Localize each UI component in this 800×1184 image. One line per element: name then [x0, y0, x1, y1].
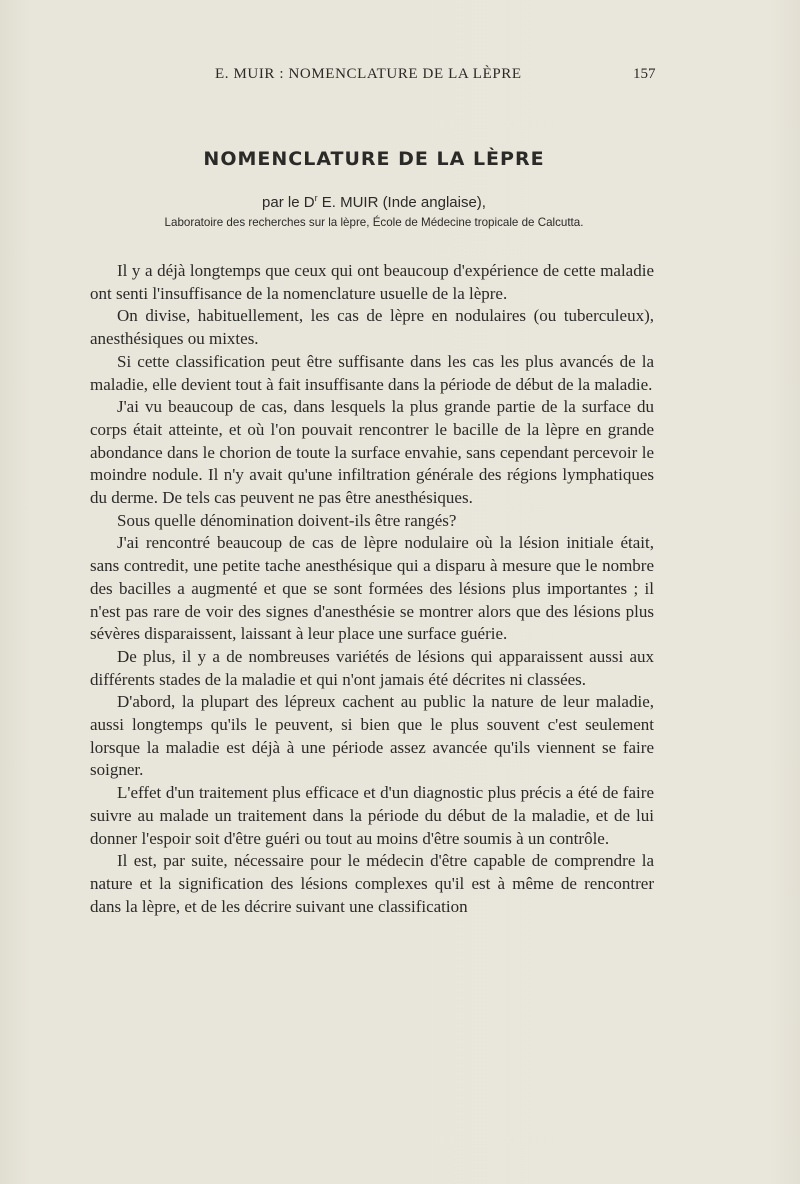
paragraph-1: Il y a déjà longtemps que ceux qui ont beaucoup d'expérience de cette maladie ont senti l'insuffisance de la nomenclature usuelle de la lèpre. — [90, 261, 654, 303]
paragraph-7: De plus, il y a de nombreuses variétés de lésions qui apparaissent aussi aux différents stades de la maladie et qui n'ont jamais été décrites ni classées. — [90, 646, 654, 689]
paragraph-2: On divise, habituellement, les cas de lèpre en nodulaires (ou tuberculeux), anesthésiques ou mixtes. — [90, 306, 654, 349]
paragraph-3: Si cette classification peut être suffisante dans les cas les plus avancés de la maladie, elle devient tout à fait insuffisante dans la période de début de la maladie. — [90, 351, 654, 394]
paragraph-10: Il est, par suite, nécessaire pour le médecin d'être capable de comprendre la nature et la signification des lésions complexes qu'il est à même de rencontrer dans la lèpre, et de les décrire suivant une classification — [90, 851, 654, 916]
article-title: NOMENCLATURE DE LA LÈPRE — [203, 148, 545, 170]
paragraph-9: L'effet d'un traitement plus efficace et d'un diagnostic plus précis a été de faire suivre au malade un traitement dans la période du début de la maladie, et de lui donner l'espoir soit d'être guéri ou tout au moins d'être soumis à un contrôle. — [90, 783, 654, 848]
running-title: E. MUIR : NOMENCLATURE DE LA LÈPRE — [215, 66, 522, 82]
paragraph-6: J'ai rencontré beaucoup de cas de lèpre nodulaire où la lésion initiale était, sans contredit, une petite tache anesthésique qui a disparu à mesure que le nombre des bacilles a augmenté et que se sont formées des lésions plus importantes ; il n'est pas rare de voir des signes d'anesthésie se montrer alors que des lésions plus sévères disparaissent, laissant à leur place une surface guérie. — [90, 533, 654, 644]
paragraph-4: J'ai vu beaucoup de cas, dans lesquels la plus grande partie de la surface du corps était atteinte, et où l'on pouvait rencontrer le bacille de la lèpre en grande abondance dans le chorion de toute la surface envahie, sans cependant percevoir le moindre nodule. Il n'y avait qu'une infiltration générale des régions lymphatiques du derme. De tels cas peuvent ne pas être anesthésiques. — [90, 397, 654, 508]
byline-prefix: par le D — [262, 194, 315, 211]
byline-sup: r — [314, 193, 318, 203]
body-text — [90, 260, 654, 918]
paragraph-5: Sous quelle dénomination doivent-ils être rangés? — [117, 510, 457, 530]
author-affiliation: Laboratoire des recherches sur la lèpre, École de Médecine tropicale de Calcutta. — [164, 216, 584, 229]
paragraph-8: D'abord, la plupart des lépreux cachent au public la nature de leur maladie, aussi longtemps qu'ils le peuvent, si bien que le plus souvent c'est seulement lorsque la maladie est déjà à une période assez avancée qu'ils viennent se faire soigner. — [90, 692, 654, 780]
author-byline — [0, 193, 748, 211]
byline-name: E. MUIR (Inde anglaise), — [317, 194, 486, 211]
running-header — [0, 66, 800, 90]
page-number: 157 — [633, 66, 656, 82]
